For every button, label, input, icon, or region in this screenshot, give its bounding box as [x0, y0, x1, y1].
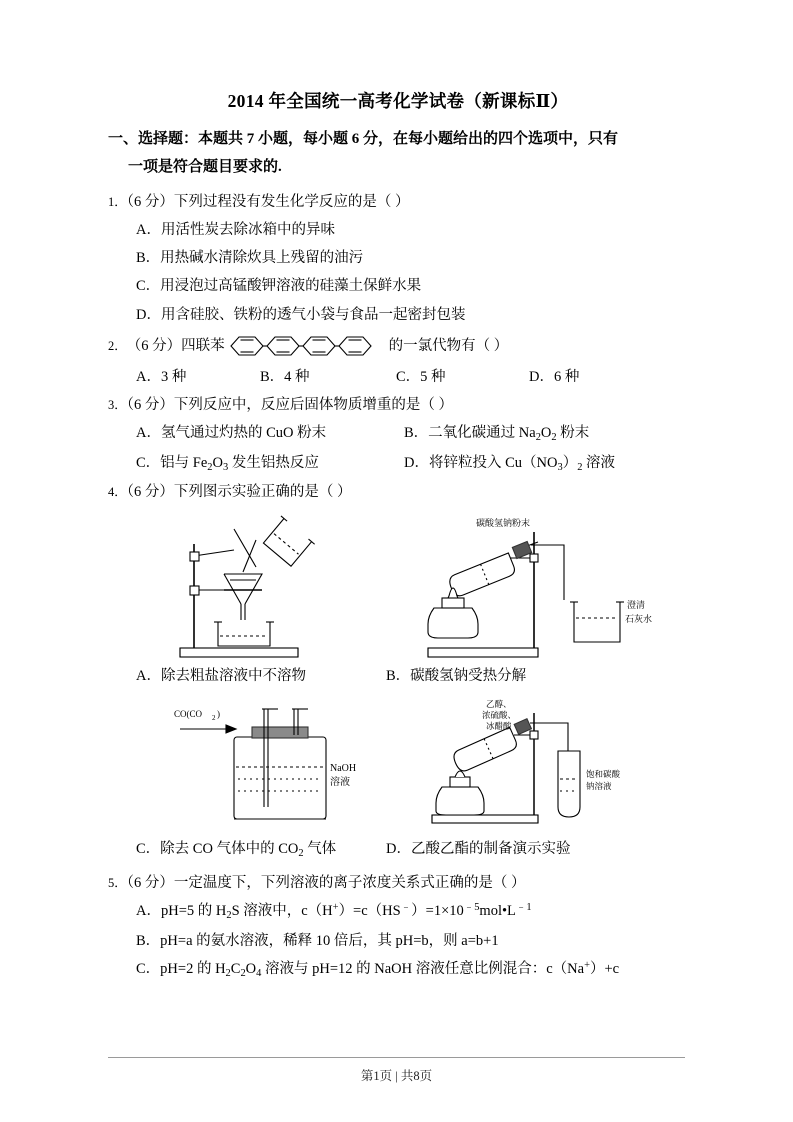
question-1-stem [108, 188, 688, 216]
question-2-text-after: 的一氯代物有（ ） [388, 337, 509, 354]
question-1-option-b: B．用热碱水清除炊具上残留的油污 [136, 250, 364, 267]
svg-text:溶液: 溶液 [330, 777, 350, 789]
figure-nahco3-decomposition [388, 512, 658, 662]
figure-a-caption: A．除去粗盐溶液中不溶物 [136, 668, 306, 685]
page-footer [0, 1066, 793, 1084]
question-1-number: 1． [108, 194, 127, 209]
question-3-options-row1 [108, 419, 688, 448]
figure-d-caption: D．乙酸乙酯的制备演示实验 [386, 841, 571, 858]
question-4-captions-row1 [108, 662, 688, 691]
question-5-option-c: C．pH=2 的 $H_2C_2O_4$ 溶液与 pH=12 的 NaOH 溶液任意比例混合：c（Na+）+c [136, 959, 620, 979]
question-2-options [108, 363, 688, 391]
question-3-stem [108, 391, 688, 419]
question-1-option-a: A．用活性炭去除冰箱中的异味 [136, 221, 335, 238]
svg-text:钠溶液: 钠溶液 [586, 781, 612, 792]
question-4-number: 4． [108, 484, 127, 499]
question-2-number: 2． [108, 338, 127, 353]
question-3-option-a: A．氢气通过灼热的 CuO 粉末 [136, 425, 327, 442]
question-2-option-b: B．4 种 [260, 368, 310, 385]
question-3-number: 3． [108, 398, 127, 413]
question-3-options-row2 [108, 449, 688, 478]
svg-text:2: 2 [212, 714, 216, 723]
figure-c-caption: C．除去 CO 气体中的 $CO_2$ 气体 [136, 841, 337, 860]
question-3-option-b: B．二氧化碳通过 $Na_2O_2$ 粉末 [404, 425, 590, 444]
question-1-text: 下列过程没有发生化学反应的是（ ） [173, 193, 410, 210]
question-3-text: 下列反应中，反应后固体物质增重的是（ ） [173, 397, 454, 414]
question-5-option-a: A．pH=5 的 $H_2S$ 溶液中，$c(H^+)=c(HS^﹣)=1\times 10^{﹣5}mol•L^{﹣1}$ [136, 902, 532, 922]
question-4-score: （6 分） [126, 483, 174, 500]
page-content [108, 88, 688, 984]
question-4-stem [108, 478, 688, 506]
question-2-text-before: 四联苯 [181, 337, 225, 354]
page-title: 2014 年全国统一高考化学试卷（新课标Ⅱ） [227, 91, 569, 111]
question-5-score: （6 分） [126, 875, 174, 892]
question-3-option-c: C．铝与 $Fe_2O_3$ 发生铝热反应 [136, 454, 319, 473]
svg-text:澄清: 澄清 [627, 600, 646, 611]
question-5-option-b: B．pH=a 的氨水溶液，稀释 10 倍后，其 pH=b，则 a=b+1 [136, 932, 499, 949]
question-2-score: （6 分） [126, 337, 182, 354]
question-1-option-d: D．用含硅胶、铁粉的透气小袋与食品一起密封包装 [136, 306, 466, 323]
figure-ethyl-acetate-prep [398, 695, 648, 835]
question-5-stem [108, 869, 688, 897]
question-4-captions-row2 [108, 835, 688, 865]
page-number: 第1页 | 共8页 [360, 1069, 433, 1083]
svg-text:CO(CO: CO(CO [174, 709, 203, 720]
question-2-option-c: C．5 种 [396, 368, 446, 385]
section-heading [108, 127, 688, 151]
question-4-figures-row2 [108, 695, 688, 835]
question-5-number: 5． [108, 876, 127, 891]
section-text: 本题共 7 小题，每小题 6 分，在每小题给出的四个选项中，只有 [198, 131, 619, 147]
question-2-stem [108, 329, 688, 363]
svg-text:石灰水: 石灰水 [625, 614, 653, 625]
question-5-text: 一定温度下，下列溶液的离子浓度关系式正确的是（ ） [173, 875, 526, 892]
svg-text:): ) [217, 709, 220, 720]
footer-divider [108, 1057, 685, 1058]
quaterphenyl-structure-figure [227, 329, 387, 363]
svg-text:碳酸氢钠粉末: 碳酸氢钠粉末 [476, 518, 531, 529]
question-1-score: （6 分） [126, 193, 174, 210]
svg-text:乙醇、: 乙醇、 [486, 699, 512, 710]
question-2-option-d: D．6 种 [529, 368, 580, 385]
svg-text:饱和碳酸: 饱和碳酸 [586, 769, 621, 780]
question-1-option-c: C．用浸泡过高锰酸钾溶液的硅藻土保鲜水果 [136, 278, 422, 295]
svg-text:NaOH: NaOH [330, 763, 357, 775]
figure-b-caption: B．碳酸氢钠受热分解 [386, 668, 527, 685]
question-4-figures-row1 [108, 512, 688, 662]
figure-gas-washing-bottle [168, 695, 398, 835]
question-4-text: 下列图示实验正确的是（ ） [173, 483, 352, 500]
question-3-score: （6 分） [126, 397, 174, 414]
svg-text:冰醋酸: 冰醋酸 [486, 721, 512, 732]
question-2-option-a: A．3 种 [136, 368, 187, 385]
figure-filtration [138, 512, 388, 662]
question-3-option-d: D．将锌粒投入 $Cu(NO_3)_2$ 溶液 [404, 454, 616, 473]
section-heading-line2: 一项是符合题目要求的. [128, 159, 282, 176]
section-label: 一、选择题： [108, 131, 199, 147]
svg-text:浓硫酸、: 浓硫酸、 [482, 710, 517, 721]
